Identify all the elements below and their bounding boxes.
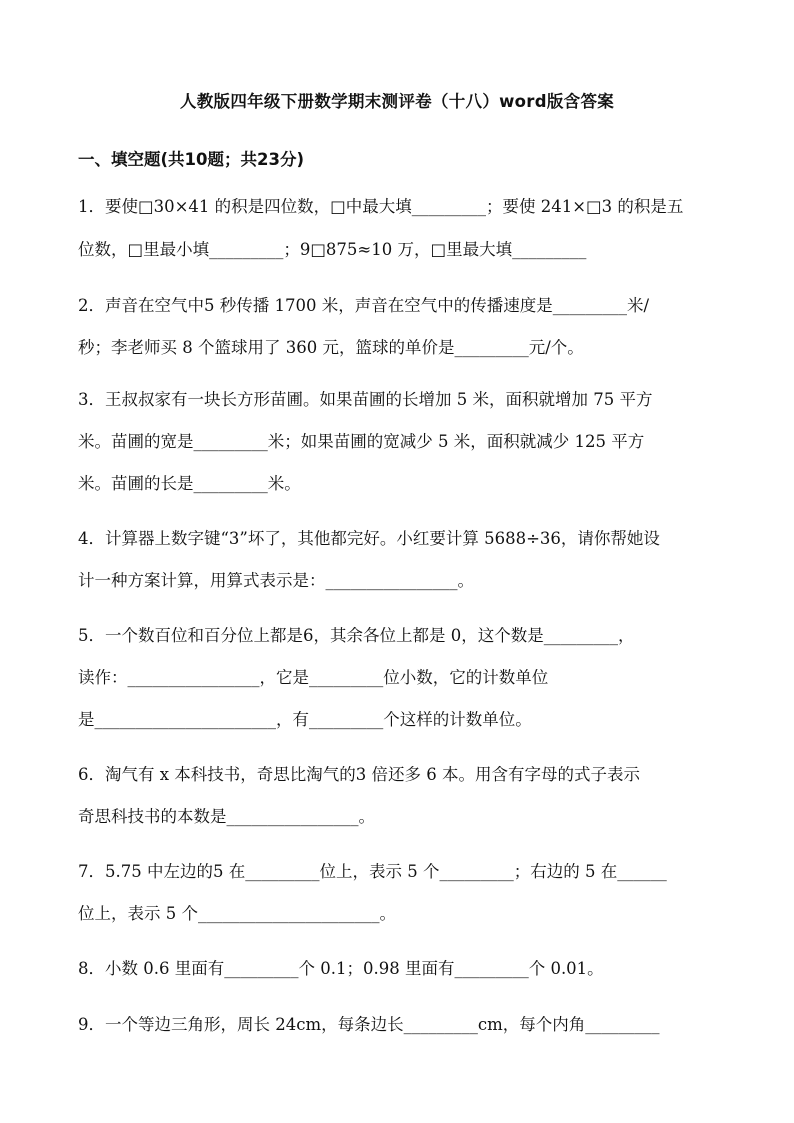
question-5-line-2: 读作：________________，它是_________位小数，它的计数单位 xyxy=(78,668,549,687)
question-5-line-1: 5．一个数百位和百分位上都是6，其余各位上都是 0，这个数是_________， xyxy=(78,626,635,645)
question-2-line-1: 2．声音在空气中5 秒传播 1700 米，声音在空气中的传播速度是_________米/ xyxy=(78,296,650,315)
question-3-line-2: 米。苗圃的宽是_________米；如果苗圃的宽减少 5 米，面积就减少 125 平方 xyxy=(78,432,645,451)
question-9-line-1: 9．一个等边三角形，周长 24cm，每条边长_________cm，每个内角_________ xyxy=(78,1015,660,1034)
section-heading: 一、填空题(共10题；共23分) xyxy=(78,150,305,169)
question-4-line-2: 计一种方案计算，用算式表示是：________________。 xyxy=(78,571,474,590)
question-5-line-3: 是______________________，有_________个这样的计数单位。 xyxy=(78,710,532,729)
question-7-line-1: 7．5.75 中左边的5 在_________位上，表示 5 个_________；右边的 5 在______ xyxy=(78,862,667,881)
question-3-line-3: 米。苗圃的长是_________米。 xyxy=(78,474,301,493)
question-2-line-2: 秒；李老师买 8 个篮球用了 360 元，篮球的单价是_________元/个。 xyxy=(78,338,584,357)
question-4-line-1: 4．计算器上数字键“3”坏了，其他都完好。小红要计算 5688÷36，请你帮她设 xyxy=(78,529,660,548)
question-1-line-1: 1．要使□30×41 的积是四位数，□中最大填_________；要使 241×□3 的积是五 xyxy=(78,197,684,216)
document-title: 人教版四年级下册数学期末测评卷（十八）word版含答案 xyxy=(179,92,615,111)
question-8-line-1: 8．小数 0.6 里面有_________个 0.1；0.98 里面有_________个 0.01。 xyxy=(78,959,604,978)
question-6-line-1: 6．淘气有 x 本科技书，奇思比淘气的3 倍还多 6 本。用含有字母的式子表示 xyxy=(78,765,641,784)
question-7-line-2: 位上，表示 5 个______________________。 xyxy=(78,904,396,923)
question-3-line-1: 3．王叔叔家有一块长方形苗圃。如果苗圃的长增加 5 米，面积就增加 75 平方 xyxy=(78,390,653,409)
question-1-line-2: 位数，□里最小填_________；9□875≈10 万，□里最大填_________ xyxy=(78,240,587,259)
question-6-line-2: 奇思科技书的本数是________________。 xyxy=(78,807,375,826)
